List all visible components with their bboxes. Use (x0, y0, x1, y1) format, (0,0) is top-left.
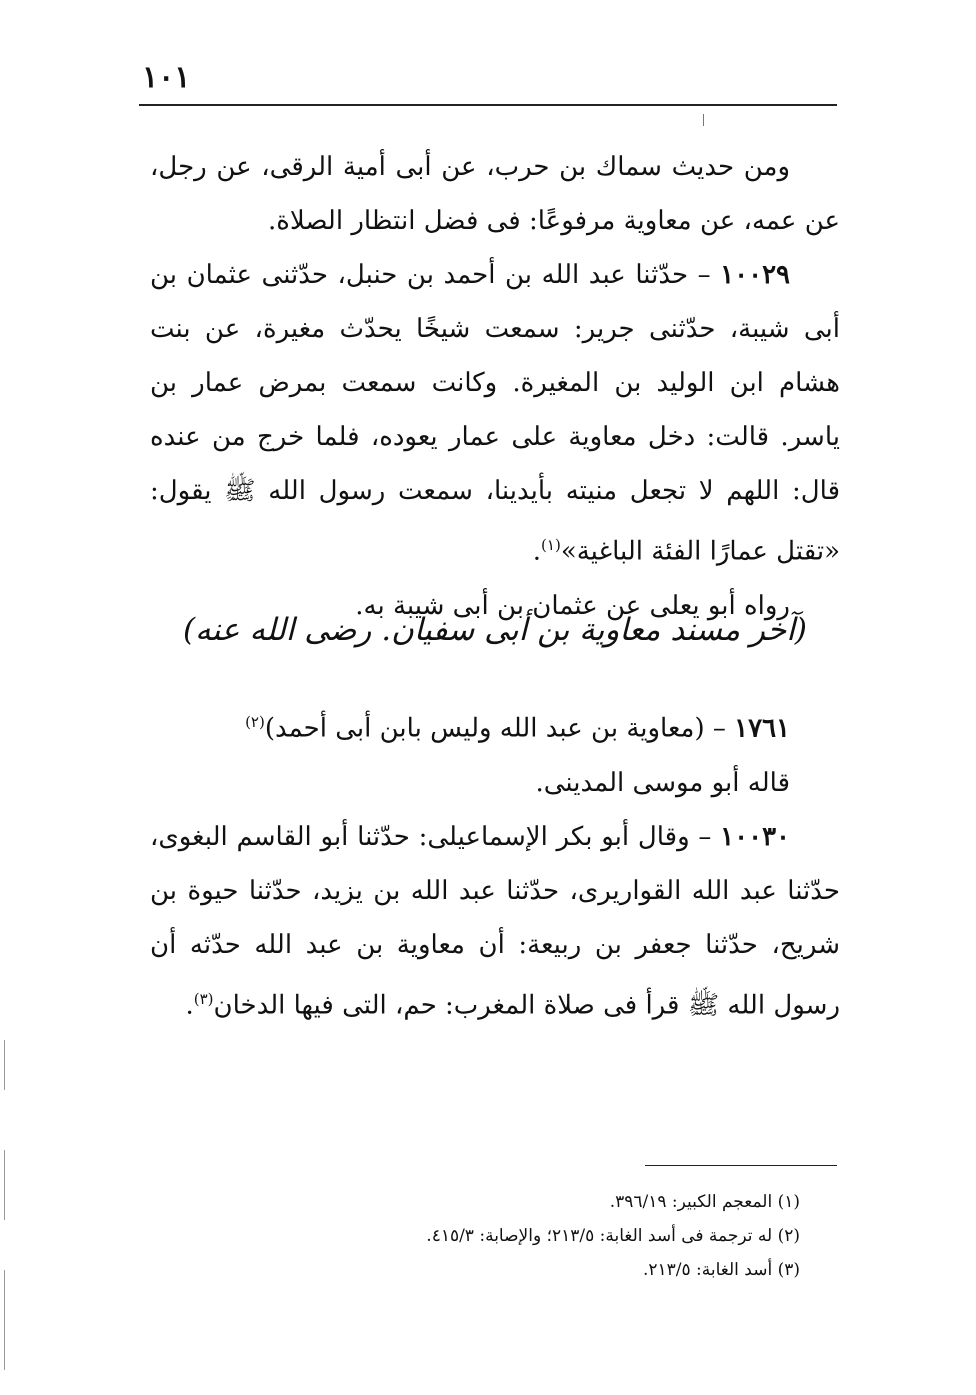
hadith-number: ١٠٠٣٠ (720, 821, 790, 852)
page-number: ١٠١ (142, 60, 191, 95)
entry-text: – (معاوية بن عبد الله وليس بابن أبى أحمد) (264, 713, 735, 744)
footnote-rule (645, 1165, 837, 1166)
main-text-bottom (150, 695, 840, 1032)
footnote-ref: (٣) (193, 989, 214, 1008)
section-heading: (آخر مسند معاوية بن أبى سفيان. رضى الله عنه) (183, 612, 807, 648)
hadith-text: – وقال أبو بكر الإسماعيلى: حدّثنا أبو القاسم البغوى، حدّثنا عبد الله القواريرى، حدّثنا عبد الله بن يزيد، حدّثنا حيوة بن شريح، حدّثنا جعفر بن ربيعة: أن معاوية بن عبد الله حدّثه أن رسول الله ﷺ قرأ فى صلاة المغرب: حم، التى فيها الدخان (150, 821, 840, 1021)
hadith-10029 (150, 248, 840, 579)
entry-number: ١٧٦١ (734, 713, 790, 744)
footnotes (150, 1185, 840, 1287)
footnote-ref: (٢) (245, 713, 265, 731)
hadith-number: ١٠٠٢٩ (720, 260, 790, 290)
header-rule (139, 104, 837, 106)
entry-1761 (150, 695, 840, 756)
footnote-2: (٢) له ترجمة فى أسد الغابة: ٢١٣/٥؛ والإصابة: ٤١٥/٣. (426, 1226, 800, 1246)
paragraph-riwayah: رواه أبو يعلى عن عثمان بن أبى شيبة به. (355, 590, 790, 621)
hadith-text: – حدّثنا عبد الله بن أحمد بن حنبل، حدّثنى عثمان بن أبى شيبة، حدّثنى جرير: سمعت شيخًا يحدّث مغيرة، عن بنت هشام ابن الوليد بن المغيرة. وكانت سمعت بمرض عمار بن ياسر. قالت: دخل معاوية على عمار يعوده، فلما خرج من عنده قال: اللهم لا تجعل منيته بأيدينا، سمعت رسول الله ﷺ يقول: «تقتل عمارًا الفئة الباغية» (150, 260, 841, 567)
hadith-end: . (185, 990, 194, 1021)
footnote-ref: (١) (541, 536, 561, 554)
hadith-10030 (150, 810, 840, 1033)
paragraph-intro: ومن حديث سماك بن حرب، عن أبى أمية الرقى، عن رجل، عن عمه، عن معاوية مرفوعًا: فى فضل انتظار الصلاة. (150, 152, 840, 236)
main-text-top (150, 140, 840, 633)
scan-margin-marks (4, 1040, 6, 1380)
footnote-3: (٣) أسد الغابة: ٢١٣/٥. (642, 1260, 800, 1280)
hadith-end: . (532, 536, 542, 567)
footnote-1: (١) المعجم الكبير: ٣٩٦/١٩. (609, 1192, 800, 1212)
header-tick-mark (703, 114, 704, 126)
entry-note: قاله أبو موسى المدينى. (535, 767, 790, 798)
